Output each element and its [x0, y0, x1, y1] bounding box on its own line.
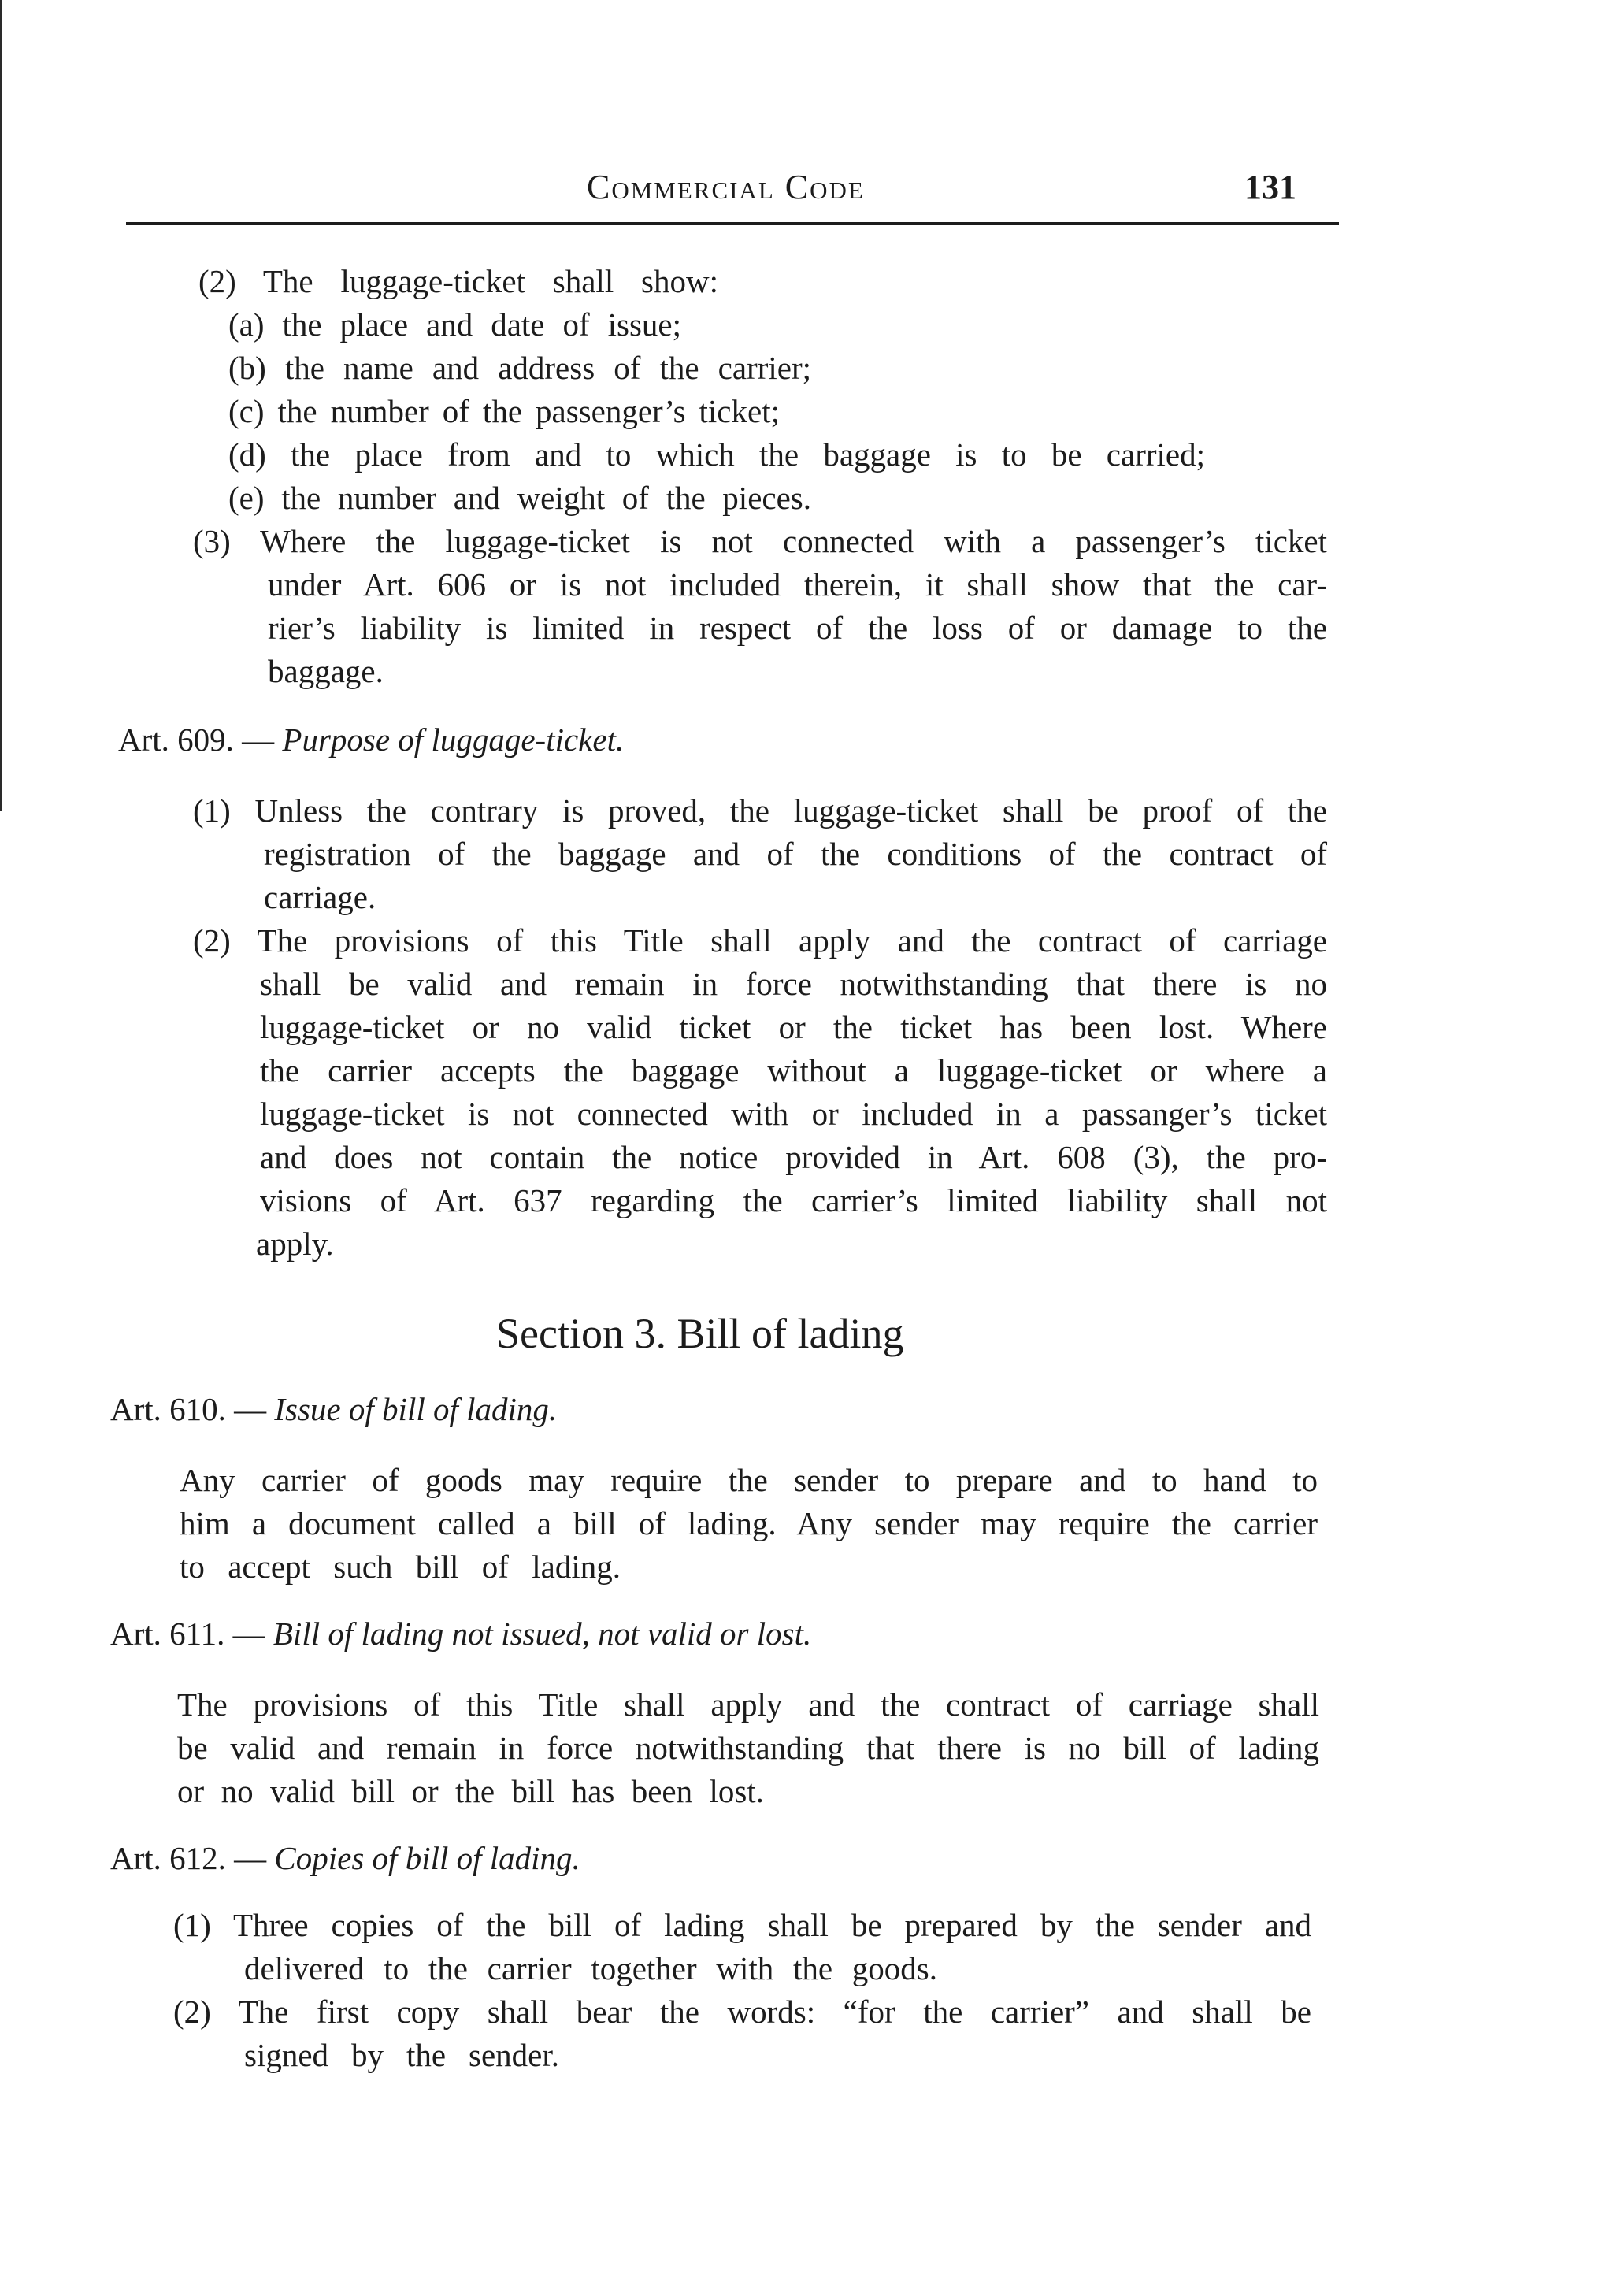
text-line: visions of Art. 637 regarding the carrier’s limited liability shall not [260, 1182, 1327, 1218]
text-line: (1) Three copies of the bill of lading shall be prepared by the sender and [173, 1907, 1311, 1943]
article-heading-609 [118, 721, 772, 759]
text-line: under Art. 606 or is not included therein, it shall show that the car- [268, 566, 1327, 603]
text-line: apply. [256, 1226, 334, 1262]
text-line: (b) the name and address of the carrier; [228, 350, 811, 386]
text-line: The provisions of this Title shall apply and the contract of carriage shall [177, 1686, 1319, 1723]
article-number: Art. 609. — [118, 721, 275, 758]
text-line: delivered to the carrier together with the goods. [244, 1950, 937, 1986]
text-line: (2) The provisions of this Title shall apply and the contract of carriage [193, 922, 1327, 959]
article-heading-612 [110, 1839, 662, 1877]
text-line: or no valid bill or the bill has been lost. [177, 1773, 764, 1809]
text-line: (d) the place from and to which the baggage is to be carried; [228, 436, 1205, 473]
text-line: registration of the baggage and of the conditions of the contract of [264, 836, 1327, 872]
article-title: Bill of lading not issued, not valid or lost. [273, 1615, 812, 1652]
text-line: shall be valid and remain in force notwithstanding that there is no [260, 966, 1327, 1002]
text-line: baggage. [268, 653, 384, 689]
text-line: be valid and remain in force notwithstanding that there is no bill of lading [177, 1730, 1319, 1766]
text-line: (2) The first copy shall bear the words: “for the carrier” and shall be [173, 1994, 1311, 2030]
article-number: Art. 612. — [110, 1840, 267, 1876]
text-line: luggage-ticket is not connected with or included in a passanger’s ticket [260, 1096, 1327, 1132]
article-title: Issue of bill of lading. [274, 1391, 558, 1427]
text-line: the carrier accepts the baggage without a luggage-ticket or where a [260, 1052, 1327, 1089]
text-line: carriage. [264, 879, 376, 915]
text-line: (2) The luggage-ticket shall show: [198, 263, 718, 299]
text-line: (a) the place and date of issue; [228, 306, 681, 343]
article-number: Art. 611. — [110, 1615, 265, 1652]
article-heading-610 [110, 1390, 677, 1428]
text-line: (3) Where the luggage-ticket is not connected with a passenger’s ticket [193, 523, 1327, 559]
text-line: to accept such bill of lading. [180, 1549, 621, 1585]
text-line: Any carrier of goods may require the sender to prepare and to hand to [180, 1462, 1318, 1498]
article-title: Copies of bill of lading. [274, 1840, 580, 1876]
text-line: (1) Unless the contrary is proved, the luggage-ticket shall be proof of the [193, 792, 1327, 829]
running-header: Commercial Code [587, 168, 865, 206]
article-number: Art. 610. — [110, 1391, 267, 1427]
article-title: Purpose of luggage-ticket. [282, 721, 625, 758]
text-line: and does not contain the notice provided in Art. 608 (3), the pro- [260, 1139, 1327, 1175]
article-heading-611 [110, 1615, 929, 1652]
header-rule [126, 222, 1339, 225]
text-line: (e) the number and weight of the pieces. [228, 480, 811, 516]
section-heading: Section 3. Bill of lading [496, 1310, 904, 1357]
text-line: (c) the number of the passenger’s ticket; [228, 393, 780, 429]
scan-edge [0, 0, 2, 811]
text-line: signed by the sender. [244, 2037, 559, 2073]
text-line: him a document called a bill of lading. Any sender may require the carrier [180, 1505, 1318, 1541]
page-number: 131 [1244, 168, 1296, 206]
text-line: rier’s liability is limited in respect of the loss of or damage to the [268, 610, 1327, 646]
text-line: luggage-ticket or no valid ticket or the ticket has been lost. Where [260, 1009, 1327, 1045]
